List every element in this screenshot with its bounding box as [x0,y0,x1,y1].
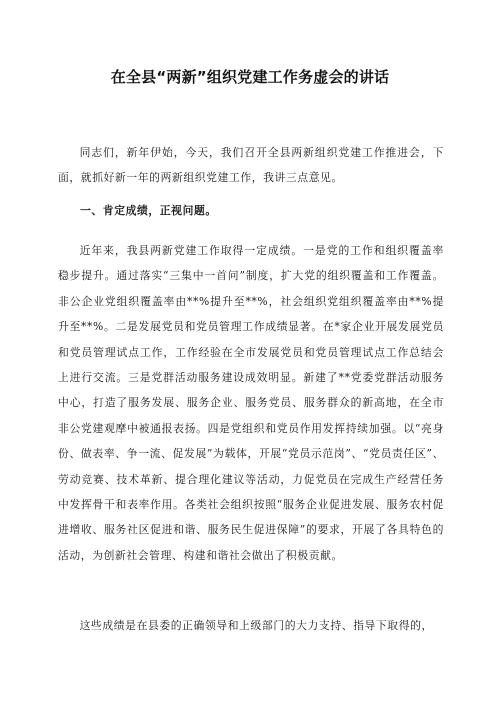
section-heading: 一、肯定成绩，正视问题。 [80,204,217,217]
paragraph-acknowledgement: 这些成绩是在县委的正确领导和上级部门的大力支持、指导下取得的， [79,619,433,632]
paragraph-opening: 同志们，新年伊始，今天，我们召开全县两新组织党建工作推进会，下面，就抓好新一年的两新组织党建工作，我讲三点意见。 [58,146,444,185]
page-title: 在全县“两新”组织党建工作务虚会的讲话 [110,68,390,86]
paragraph-achievements: 近年来，我县两新党建工作取得一定成绩。一是党的工作和组织覆盖率稳步提升。通过落实“三集中一首问”制度，扩大党的组织覆盖和工作覆盖。非公企业党组织覆盖率由**%提升至**%，社会组织党组织覆盖率由**%提升至**%。二是发展党员和党员管理工作成绩显著。在*家企业开展发展党员和党员管理试点工作，工作经验在全市发展党员和党员管理试点工作总结会上进行交流。三是党群活动服务建设成效明显。新建了**党委党群活动服务中心，打造了服务发展、服务企业、服务党员、服务群众的新高地，在全市非公党建观摩中被通报表扬。四是党组织和党员作用发挥持续加强。以“亮身份、做表率、争一流、促发展”为载体，开展“党员示范岗”、“党员责任区”、劳动竞赛、技术革新、提合理化建议等活动，力促党员在完成生产经营任务中发挥骨干和表率作用。各类社会组织按照“服务企业促进发展、服务农村促进增收、服务社区促进和谐、服务民生促进保障”的要求，开展了各具特色的活动，为创新社会管理、构建和谐社会做出了积极贡献。 [58,244,444,562]
